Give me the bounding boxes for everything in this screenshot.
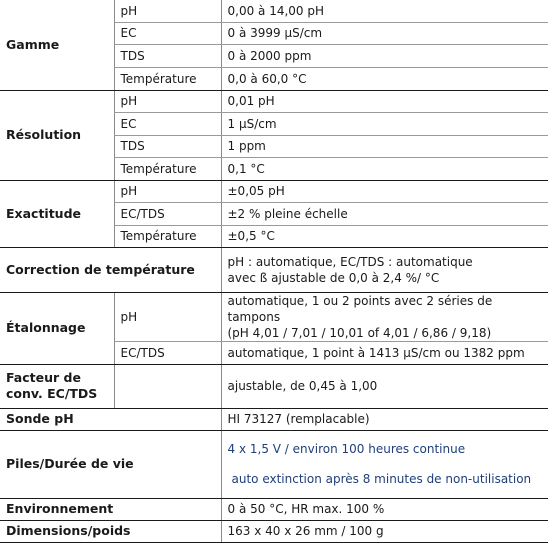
param-cell: pH — [114, 180, 221, 202]
param-cell: pH — [114, 292, 221, 341]
table-row — [0, 430, 548, 498]
row-label-dimensions: Dimensions/poids — [0, 520, 221, 542]
value-cell: 163 x 40 x 26 mm / 100 g — [221, 520, 548, 542]
value-cell: 0 à 2000 ppm — [221, 44, 548, 67]
param-cell: Température — [114, 67, 221, 90]
label-line: Facteur de — [6, 370, 81, 385]
row-label-gamme: Gamme — [0, 0, 114, 90]
value-cell: ±0,05 pH — [221, 180, 548, 202]
row-label-exactitude: Exactitude — [0, 180, 114, 247]
value-cell: 0 à 3999 µS/cm — [221, 22, 548, 44]
value-cell: ±0,5 °C — [221, 225, 548, 247]
table-row — [0, 364, 548, 408]
value-line: auto extinction après 8 minutes de non-utilisation — [231, 472, 532, 486]
table-row — [0, 90, 548, 112]
value-cell: ±2 % pleine échelle — [221, 202, 548, 225]
value-line: avec ß ajustable de 0,0 à 2,4 %/ °C — [227, 270, 440, 285]
value-line: (pH 4,01 / 7,01 / 10,01 of 4,01 / 6,86 / 9,18) — [227, 325, 492, 340]
table-row — [0, 292, 548, 341]
param-cell: EC/TDS — [114, 202, 221, 225]
value-line: pH : automatique, EC/TDS : automatique — [227, 254, 473, 269]
param-cell: Température — [114, 225, 221, 247]
param-cell: EC/TDS — [114, 341, 221, 364]
table-row — [0, 408, 548, 430]
param-cell: TDS — [114, 135, 221, 157]
value-cell: 0 à 50 °C, HR max. 100 % — [221, 498, 548, 520]
value-cell: ajustable, de 0,45 à 1,00 — [221, 364, 548, 408]
row-label-environnement: Environnement — [0, 498, 221, 520]
table-row — [0, 0, 548, 22]
value-cell: 0,0 à 60,0 °C — [221, 67, 548, 90]
value-cell — [221, 247, 548, 292]
param-cell: Température — [114, 157, 221, 180]
value-cell: 1 µS/cm — [221, 112, 548, 135]
value-line: automatique, 1 ou 2 points avec 2 séries de tampons — [227, 293, 493, 324]
table-row — [0, 180, 548, 202]
table-row — [0, 498, 548, 520]
label-line: conv. EC/TDS — [6, 386, 98, 401]
param-cell: TDS — [114, 44, 221, 67]
value-cell — [221, 430, 548, 498]
param-cell: EC — [114, 112, 221, 135]
param-cell: EC — [114, 22, 221, 44]
value-cell: 0,00 à 14,00 pH — [221, 0, 548, 22]
row-label-correction: Correction de température — [0, 247, 221, 292]
value-line: 4 x 1,5 V / environ 100 heures continue — [227, 442, 466, 456]
value-cell: 1 ppm — [221, 135, 548, 157]
param-cell: pH — [114, 90, 221, 112]
value-cell: 0,01 pH — [221, 90, 548, 112]
row-label-piles: Piles/Durée de vie — [0, 430, 221, 498]
row-label-etalonnage: Étalonnage — [0, 292, 114, 364]
table-row — [0, 247, 548, 292]
row-label-sonde: Sonde pH — [0, 408, 221, 430]
value-cell — [221, 292, 548, 341]
empty-cell — [114, 364, 221, 408]
param-cell: pH — [114, 0, 221, 22]
row-label-facteur — [0, 364, 114, 408]
value-cell: 0,1 °C — [221, 157, 548, 180]
value-cell: HI 73127 (remplacable) — [221, 408, 548, 430]
table-row — [0, 520, 548, 542]
row-label-resolution: Résolution — [0, 90, 114, 180]
value-cell: automatique, 1 point à 1413 µS/cm ou 1382 ppm — [221, 341, 548, 364]
